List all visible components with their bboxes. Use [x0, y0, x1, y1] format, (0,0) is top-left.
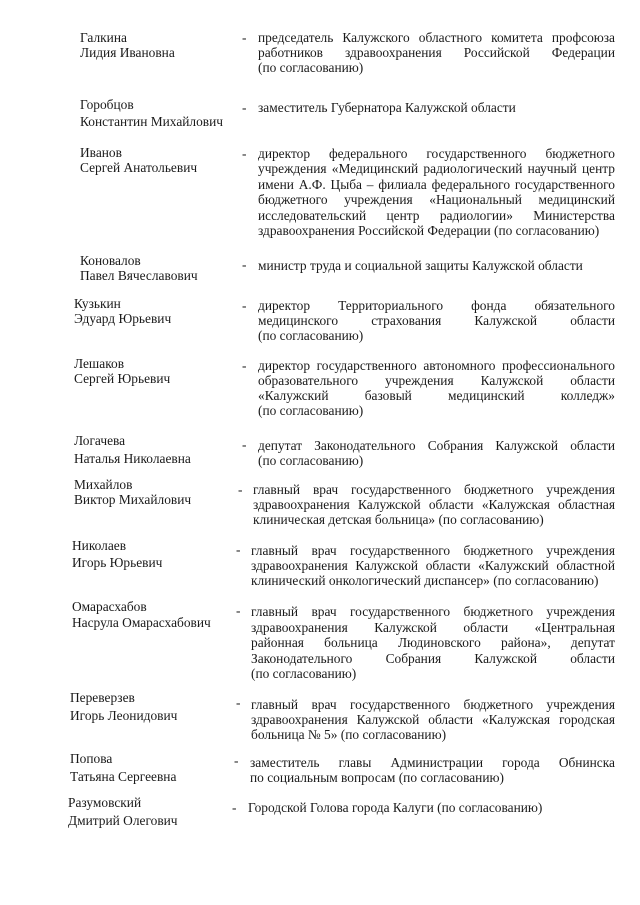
entry-dash: -: [242, 30, 247, 45]
role-line: главный врач государственного бюджетного учреждения: [251, 697, 615, 712]
role-line: директор федерального государственного бюджетного: [258, 146, 615, 161]
member-surname: Коновалов: [80, 253, 141, 268]
entry-dash: -: [236, 695, 241, 710]
role-line: медицинского страхования Калужской области: [258, 313, 615, 328]
role-line: (по согласованию): [258, 403, 364, 418]
member-given-names: Дмитрий Олегович: [68, 813, 178, 828]
member-name: [74, 296, 247, 326]
role-line: здравоохранения Калужской области «Центральная: [251, 619, 615, 635]
role-line: по социальным вопросам (по согласованию): [250, 770, 504, 785]
role-line: «Калужский базовый медицинский колледж»: [258, 388, 615, 403]
role-line: образовательного учреждения Калужской области: [258, 373, 615, 388]
entry-dash: -: [236, 542, 241, 557]
member-role: [251, 697, 615, 742]
member-given-names: Татьяна Сергеевна: [70, 769, 177, 784]
member-surname: Омарасхабов: [72, 599, 147, 614]
member-role: [258, 30, 615, 75]
role-line: председатель Калужского областного комитета профсоюза: [258, 30, 615, 45]
member-name: [80, 145, 250, 175]
member-surname: Николаев: [72, 538, 127, 553]
role-line: исследовательский центр радиологии» Министерства: [258, 207, 615, 223]
member-name: [72, 538, 242, 570]
member-name: [80, 30, 250, 60]
member-role: [251, 604, 615, 682]
member-role: [258, 258, 615, 273]
member-given-names: Игорь Леонидович: [70, 708, 178, 723]
member-surname: Переверзев: [70, 690, 135, 705]
role-line: главный врач государственного бюджетного учреждения: [253, 482, 615, 497]
entry-dash: -: [232, 800, 237, 815]
member-given-names: Сергей Юрьевич: [74, 371, 171, 386]
member-role: [250, 755, 615, 785]
member-name: [80, 253, 250, 283]
member-surname: Иванов: [80, 145, 122, 160]
member-given-names: Сергей Анатольевич: [80, 160, 198, 175]
entry-dash: -: [242, 100, 247, 115]
member-role: [258, 146, 615, 238]
member-surname: Михайлов: [74, 477, 133, 492]
member-surname: Попова: [70, 751, 113, 766]
role-line: (по согласованию): [258, 328, 364, 343]
role-line: заместитель главы Администрации города Обнинска: [250, 755, 615, 770]
member-role: [258, 358, 615, 418]
entry-dash: -: [242, 257, 247, 272]
member-name: [74, 356, 247, 386]
member-role: [253, 482, 615, 527]
role-line: имени А.Ф. Цыба – филиала федерального государственного: [258, 176, 615, 192]
role-line: клинический онкологический диспансер» (по согласованию): [251, 573, 599, 588]
role-line: Городской Голова города Калуги (по согласованию): [248, 800, 543, 815]
member-surname: Лешаков: [74, 356, 125, 371]
entry-dash: -: [242, 437, 247, 452]
member-role: [251, 543, 615, 588]
role-line: директор государственного автономного профессионального: [258, 358, 615, 373]
member-role: [258, 438, 615, 468]
role-line: здравоохранения Калужской области «Калужская областная: [253, 497, 615, 512]
role-line: учреждения «Медицинский радиологический научный центр: [258, 161, 615, 177]
role-line: бюджетного учреждения «Национальный медицинский: [258, 192, 615, 208]
member-name: [74, 477, 244, 507]
member-role: [258, 100, 615, 115]
member-role: [248, 800, 615, 815]
role-line: заместитель Губернатора Калужской области: [258, 100, 516, 115]
role-line: больница № 5» (по согласованию): [251, 727, 447, 742]
member-name: [72, 599, 242, 630]
role-line: здравоохранения Калужской области «Калужская городская: [251, 712, 615, 727]
role-line: здравоохранения Российской Федерации (по согласованию): [258, 223, 600, 239]
entry-dash: -: [234, 753, 239, 768]
member-name: [70, 751, 240, 784]
role-line: (по согласованию): [258, 60, 364, 75]
role-line: районная больница Людиновского района», депутат: [251, 635, 615, 650]
member-given-names: Эдуард Юрьевич: [74, 311, 172, 326]
role-line: директор Территориального фонда обязательного: [258, 298, 615, 313]
member-surname: Горобцов: [80, 97, 134, 112]
role-line: клиническая детская больница» (по согласованию): [253, 512, 544, 527]
member-surname: Логачева: [74, 433, 126, 448]
member-given-names: Лидия Ивановна: [80, 45, 175, 60]
entry-dash: -: [242, 358, 247, 373]
member-given-names: Насрула Омарасхабович: [72, 615, 211, 630]
member-given-names: Павел Вячеславович: [80, 268, 198, 283]
member-name: [74, 433, 247, 466]
member-name: [68, 795, 238, 828]
role-line: здравоохранения Калужской области «Калужский областной: [251, 558, 615, 573]
entry-dash: -: [236, 603, 241, 618]
role-line: (по согласованию): [251, 666, 357, 681]
role-line: главный врач государственного бюджетного учреждения: [251, 604, 615, 619]
member-surname: Разумовский: [68, 795, 142, 810]
member-surname: Кузькин: [74, 296, 121, 311]
member-given-names: Наталья Николаевна: [74, 451, 191, 466]
entry-dash: -: [242, 146, 247, 161]
member-role: [258, 298, 615, 343]
member-name: [80, 97, 250, 129]
role-line: главный врач государственного бюджетного учреждения: [251, 543, 615, 558]
role-line: (по согласованию): [258, 453, 364, 468]
member-surname: Галкина: [80, 30, 127, 45]
member-given-names: Константин Михайлович: [80, 114, 224, 129]
role-line: депутат Законодательного Собрания Калужской области: [258, 438, 615, 453]
member-name: [70, 690, 240, 723]
member-given-names: Игорь Юрьевич: [72, 555, 163, 570]
member-given-names: Виктор Михайлович: [74, 492, 192, 507]
entry-dash: -: [238, 482, 243, 497]
entry-dash: -: [242, 298, 247, 313]
role-line: работников здравоохранения Российской Федерации: [258, 45, 615, 60]
role-line: министр труда и социальной защиты Калужской области: [258, 258, 583, 273]
role-line: Законодательного Собрания Калужской области: [251, 650, 615, 666]
